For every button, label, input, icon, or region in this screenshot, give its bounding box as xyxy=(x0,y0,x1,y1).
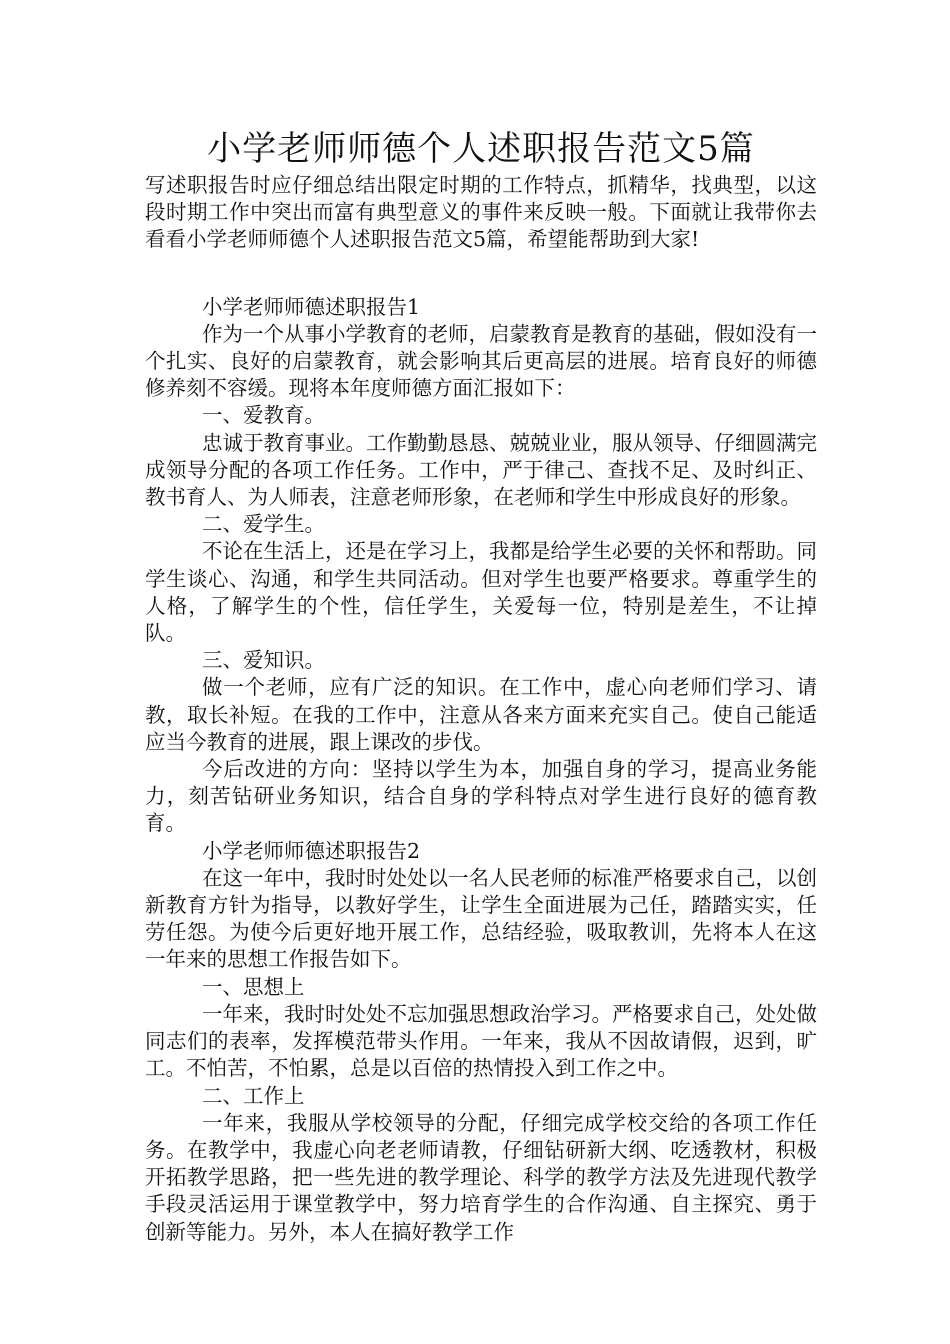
subheading-work: 二、工作上 xyxy=(202,1083,305,1108)
body-paragraph: 忠诚于教育事业。工作勤勤恳恳、兢兢业业，服从领导、仔细圆满完成领导分配的各项工作任务。工作中，严于律己、查找不足、及时纠正、教书育人、为人师表，注意老师形象，在老师和学生中形成良好的形象。 xyxy=(145,430,817,510)
body-paragraph: 一年来，我服从学校领导的分配，仔细完成学校交给的各项工作任务。在教学中，我虚心向老老师请教，仔细钻研新大纲、吃透教材，积极开拓教学思路，把一些先进的教学理论、科学的教学方法及先进现代教学手段灵活运用于课堂教学中，努力培育学生的合作沟通、自主探究、勇于创新等能力。另外，本人在搞好教学工作 xyxy=(145,1110,817,1244)
subheading-love-education: 一、爱教育。 xyxy=(202,403,325,428)
section-heading-report-1: 小学老师师德述职报告1 xyxy=(202,294,421,319)
document-page xyxy=(145,126,817,1246)
section-heading-report-2: 小学老师师德述职报告2 xyxy=(202,838,421,863)
subheading-love-students: 二、爱学生。 xyxy=(202,512,325,537)
subheading-love-knowledge: 三、爱知识。 xyxy=(202,648,325,673)
body-paragraph: 不论在生活上，还是在学习上，我都是给学生必要的关怀和帮助。同学生谈心、沟通，和学生共同活动。但对学生也要严格要求。尊重学生的人格，了解学生的个性，信任学生，关爱每一位，特别是差生，不让掉队。 xyxy=(145,539,817,646)
document-title: 小学老师师德个人述职报告范文5篇 xyxy=(207,129,755,169)
body-paragraph: 做一个老师，应有广泛的知识。在工作中，虚心向老师们学习、请教，取长补短。在我的工作中，注意从各来方面来充实自己。使自己能适应当今教育的进展，跟上课改的步伐。 xyxy=(145,675,817,754)
intro-paragraph: 写述职报告时应仔细总结出限定时期的工作特点，抓精华，找典型，以这段时期工作中突出而富有典型意义的事件来反映一般。下面就让我带你去看看小学老师师德个人述职报告范文5篇，希望能帮助到大家! xyxy=(145,173,817,252)
body-paragraph: 今后改进的方向：坚持以学生为本，加强自身的学习，提高业务能力，刻苦钻研业务知识，结合自身的学科特点对学生进行良好的德育教育。 xyxy=(145,757,817,836)
body-paragraph: 一年来，我时时处处不忘加强思想政治学习。严格要求自己，处处做同志们的表率，发挥模范带头作用。一年来，我从不因故请假，迟到，旷工。不怕苦，不怕累，总是以百倍的热情投入到工作之中。 xyxy=(145,1001,817,1081)
body-paragraph: 作为一个从事小学教育的老师，启蒙教育是教育的基础，假如没有一个扎实、良好的启蒙教育，就会影响其后更高层的进展。培育良好的师德修养刻不容缓。现将本年度师德方面汇报如下： xyxy=(145,321,817,401)
paragraph-gap xyxy=(145,254,817,294)
subheading-thought: 一、思想上 xyxy=(202,974,305,999)
body-paragraph: 在这一年中，我时时处处以一名人民老师的标准严格要求自己，以创新教育方针为指导，以教好学生，让学生全面进展为己任，踏踏实实，任劳任怨。为使今后更好地开展工作，总结经验，吸取教训，先将本人在这一年来的思想工作报告如下。 xyxy=(145,865,817,972)
